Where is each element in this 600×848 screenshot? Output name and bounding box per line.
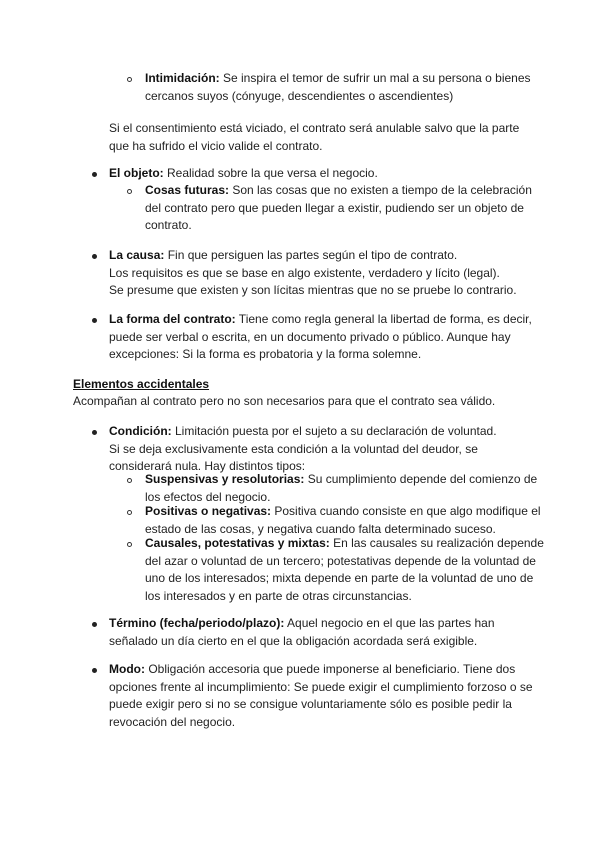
term-label: Causales, potestativas y mixtas: xyxy=(145,536,330,550)
list-item-causa xyxy=(109,247,549,300)
term-text: Limitación puesta por el sujeto a su declaración de voluntad. xyxy=(171,424,497,438)
list-item-forma xyxy=(109,311,539,364)
term-label: El objeto: xyxy=(109,166,164,180)
section-intro: Acompañan al contrato pero no son necesarios para que el contrato sea válido. xyxy=(73,394,496,408)
term-text: Tiene como regla general la libertad de forma, es decir, puede ser verbal o escrita, en un documento privado o público. Aunque hay excepciones: Si la forma es probatoria y la forma solemne. xyxy=(109,312,532,361)
bullet-icon xyxy=(92,172,97,177)
bullet-icon xyxy=(92,254,97,259)
term-label: Condición: xyxy=(109,424,172,438)
sub-bullet-icon xyxy=(127,478,132,483)
term-text: Aquel negocio en el que las partes han señalado un día cierto en el que la obligación acordada será exigible. xyxy=(109,616,495,648)
term-label: La forma del contrato: xyxy=(109,312,236,326)
list-item-condicion xyxy=(109,423,514,476)
condicion-line-2: Si se deja exclusivamente esta condición a la voluntad del deudor, se considerará nula. Hay distintos tipos: xyxy=(109,441,478,473)
term-label: Positivas o negativas: xyxy=(145,504,272,518)
section-heading: Elementos accidentales xyxy=(73,377,210,391)
term-text: En las causales su realización depende del azar o voluntad de un tercero; potestativas depende de la voluntad de uno de los interesados; mixta depende en parte de la voluntad de uno de los interesados y en parte de otras circunstancias. xyxy=(145,536,544,603)
term-label: Cosas futuras: xyxy=(145,183,230,197)
term-text: Realidad sobre la que versa el negocio. xyxy=(163,166,378,180)
paragraph-viciado: Si el consentimiento está viciado, el contrato será anulable salvo que la parte que ha sufrido el vicio valide el contrato. xyxy=(109,121,520,153)
term-text: Su cumplimiento depende del comienzo de los efectos del negocio. xyxy=(145,472,538,504)
term-label: Modo: xyxy=(109,662,145,676)
term-text: Se inspira el temor de sufrir un mal a su persona o bienes cercanos suyos (cónyuge, descendientes o ascendientes) xyxy=(145,71,531,103)
bullet-icon xyxy=(92,622,97,627)
list-item-termino xyxy=(109,615,529,650)
bullet-icon xyxy=(92,318,97,323)
term-text: Positiva cuando consiste en que algo modifique el estado de las cosas, y negativa cuando falta determinado suceso. xyxy=(145,504,541,536)
bullet-icon xyxy=(92,668,97,673)
sub-bullet-icon xyxy=(127,77,132,82)
list-item-modo xyxy=(109,661,549,731)
causa-line-2: Los requisitos es que se base en algo existente, verdadero y lícito (legal). xyxy=(109,265,500,280)
sub-bullet-icon xyxy=(127,510,132,515)
term-text: Fin que persiguen las partes según el tipo de contrato. xyxy=(164,248,458,262)
term-label: Término (fecha/periodo/plazo): xyxy=(109,616,285,630)
term-label: Intimidación: xyxy=(145,71,220,85)
term-text: Obligación accesoria que puede imponerse al beneficiario. Tiene dos opciones frente al incumplimiento: Se puede exigir el cumplimiento forzoso o se puede exigir pero si no se consigue voluntariamente sólo es posible pedir la revocación del negocio. xyxy=(109,662,533,729)
list-item-objeto xyxy=(109,165,539,183)
sub-bullet-icon xyxy=(127,542,132,547)
list-item-causales xyxy=(145,535,545,605)
list-item-cosas-futuras xyxy=(145,182,540,235)
causa-line-3: Se presume que existen y son lícitas mientras que no se pruebe lo contrario. xyxy=(109,283,517,297)
list-item-positivas xyxy=(145,503,545,538)
term-label: Suspensivas y resolutorias: xyxy=(145,472,305,486)
term-text: Son las cosas que no existen a tiempo de la celebración del contrato pero que pueden llegar a existir, pudiendo ser un objeto de contrato. xyxy=(145,183,532,232)
term-label: La causa: xyxy=(109,248,165,262)
bullet-icon xyxy=(92,430,97,435)
sub-bullet-icon xyxy=(127,189,132,194)
list-item-intimidacion xyxy=(145,70,545,105)
list-item-suspensivas xyxy=(145,471,547,506)
